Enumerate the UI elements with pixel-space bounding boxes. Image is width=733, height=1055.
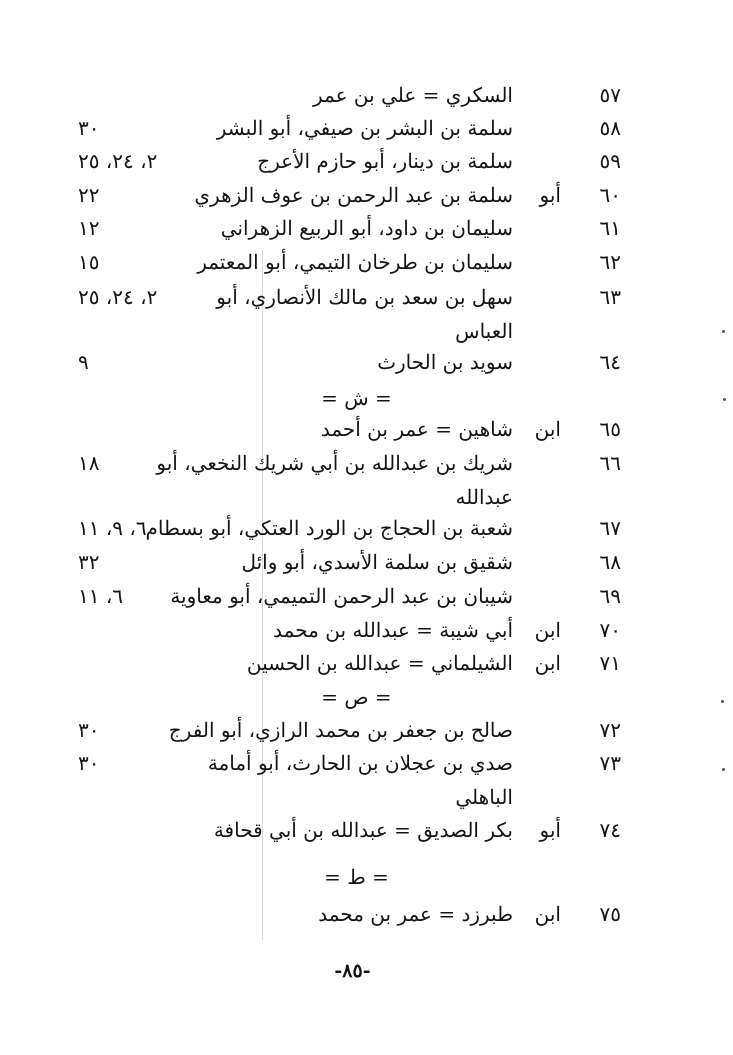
index-entry — [0, 414, 733, 448]
entry-name: طبرزد = عمر بن محمد — [318, 902, 513, 926]
index-entry — [0, 748, 733, 782]
entry-name: شعبة بن الحجاج بن الورد العتكي، أبو بسطام — [145, 516, 513, 540]
scan-speck — [722, 768, 725, 771]
entry-page-refs: ١٢ — [78, 216, 100, 240]
entry-prefix: ابن — [534, 651, 561, 675]
page-number: -٨٥- — [334, 960, 371, 982]
entry-number: ٧٥ — [599, 902, 621, 926]
entry-name-continuation: عبدالله — [455, 485, 513, 509]
entry-number: ٥٧ — [599, 83, 621, 107]
index-entry — [0, 146, 733, 180]
index-entry — [0, 547, 733, 581]
entry-name: صالح بن جعفر بن محمد الرازي، أبو الفرج — [168, 718, 513, 742]
section-heading: = ص = — [321, 685, 392, 709]
entry-prefix: أبو — [539, 183, 561, 207]
entry-name: سلمة بن دينار، أبو حازم الأعرج — [257, 149, 513, 173]
index-entry — [0, 615, 733, 649]
entry-name: سلمة بن عبد الرحمن بن عوف الزهري — [194, 183, 513, 207]
entry-page-refs: ٣٠ — [78, 751, 100, 775]
entry-name: سلمة بن البشر بن صيفي، أبو البشر — [216, 116, 513, 140]
entry-prefix: ابن — [534, 417, 561, 441]
section-heading: = ط = — [324, 865, 389, 889]
entry-number: ٥٨ — [599, 116, 621, 140]
entry-page-refs: ٩ — [78, 350, 89, 374]
entry-name: سليمان بن طرخان التيمي، أبو المعتمر — [197, 250, 513, 274]
entry-name: الشيلماني = عبدالله بن الحسين — [246, 651, 513, 675]
index-entry — [0, 448, 733, 482]
scan-speck — [721, 700, 724, 703]
entry-number: ٦١ — [599, 216, 621, 240]
index-entry — [0, 715, 733, 749]
entry-name: السكري = علي بن عمر — [313, 83, 513, 107]
entry-number: ٦٥ — [599, 417, 621, 441]
index-entry — [0, 213, 733, 247]
entry-page-refs: ٦، ٩، ١١ — [78, 516, 147, 540]
entry-number: ٦٧ — [599, 516, 621, 540]
entry-name: شيبان بن عبد الرحمن التميمي، أبو معاوية — [170, 584, 513, 608]
index-entry — [0, 282, 733, 316]
index-entry — [0, 347, 733, 381]
scan-speck — [722, 330, 725, 333]
entry-number: ٧٣ — [599, 751, 621, 775]
entry-name: شاهين = عمر بن أحمد — [320, 417, 513, 441]
entry-number: ٧١ — [599, 651, 621, 675]
index-entry — [0, 513, 733, 547]
entry-name-continuation: الباهلي — [455, 785, 513, 809]
entry-number: ٦٣ — [599, 285, 621, 309]
entry-number: ٦٢ — [599, 250, 621, 274]
entry-page-refs: ٣٠ — [78, 718, 100, 742]
entry-name: سويد بن الحارث — [377, 350, 513, 374]
entry-page-refs: ٣٢ — [78, 550, 100, 574]
entry-page-refs: ٢٢ — [78, 183, 100, 207]
entry-name: بكر الصديق = عبدالله بن أبي قحافة — [213, 818, 513, 842]
entry-name-continuation: العباس — [455, 319, 513, 343]
index-entry — [0, 648, 733, 682]
entry-number: ٧٢ — [599, 718, 621, 742]
index-entry — [0, 80, 733, 114]
entry-page-refs: ٢، ٢٤، ٢٥ — [78, 149, 158, 173]
entry-name: سهل بن سعد بن مالك الأنصاري، أبو — [216, 285, 513, 309]
index-entry — [0, 581, 733, 615]
entry-name: أبي شيبة = عبدالله بن محمد — [273, 618, 513, 642]
index-entry — [0, 113, 733, 147]
entry-number: ٦٨ — [599, 550, 621, 574]
entry-prefix: ابن — [534, 618, 561, 642]
entry-name: سليمان بن داود، أبو الربيع الزهراني — [220, 216, 513, 240]
entry-name: شقيق بن سلمة الأسدي، أبو وائل — [241, 550, 513, 574]
entry-page-refs: ٦، ١١ — [78, 584, 124, 608]
entry-number: ٦٦ — [599, 451, 621, 475]
index-entry — [0, 815, 733, 849]
entry-number: ٦٤ — [599, 350, 621, 374]
entry-page-refs: ١٥ — [78, 250, 100, 274]
entry-name: صدي بن عجلان بن الحارث، أبو أمامة — [207, 751, 513, 775]
index-entry — [0, 180, 733, 214]
entry-number: ٧٤ — [599, 818, 621, 842]
entry-page-refs: ٣٠ — [78, 116, 100, 140]
entry-page-refs: ٢، ٢٤، ٢٥ — [78, 285, 158, 309]
entry-prefix: ابن — [534, 902, 561, 926]
scan-speck — [723, 398, 726, 401]
entry-number: ٥٩ — [599, 149, 621, 173]
entry-page-refs: ١٨ — [78, 451, 100, 475]
entry-number: ٦٠ — [599, 183, 621, 207]
index-entry — [0, 899, 733, 933]
entry-name: شريك بن عبدالله بن أبي شريك النخعي، أبو — [156, 451, 513, 475]
section-heading: = ش = — [321, 386, 392, 410]
entry-prefix: أبو — [539, 818, 561, 842]
entry-number: ٦٩ — [599, 584, 621, 608]
entry-number: ٧٠ — [599, 618, 621, 642]
index-entry — [0, 247, 733, 281]
